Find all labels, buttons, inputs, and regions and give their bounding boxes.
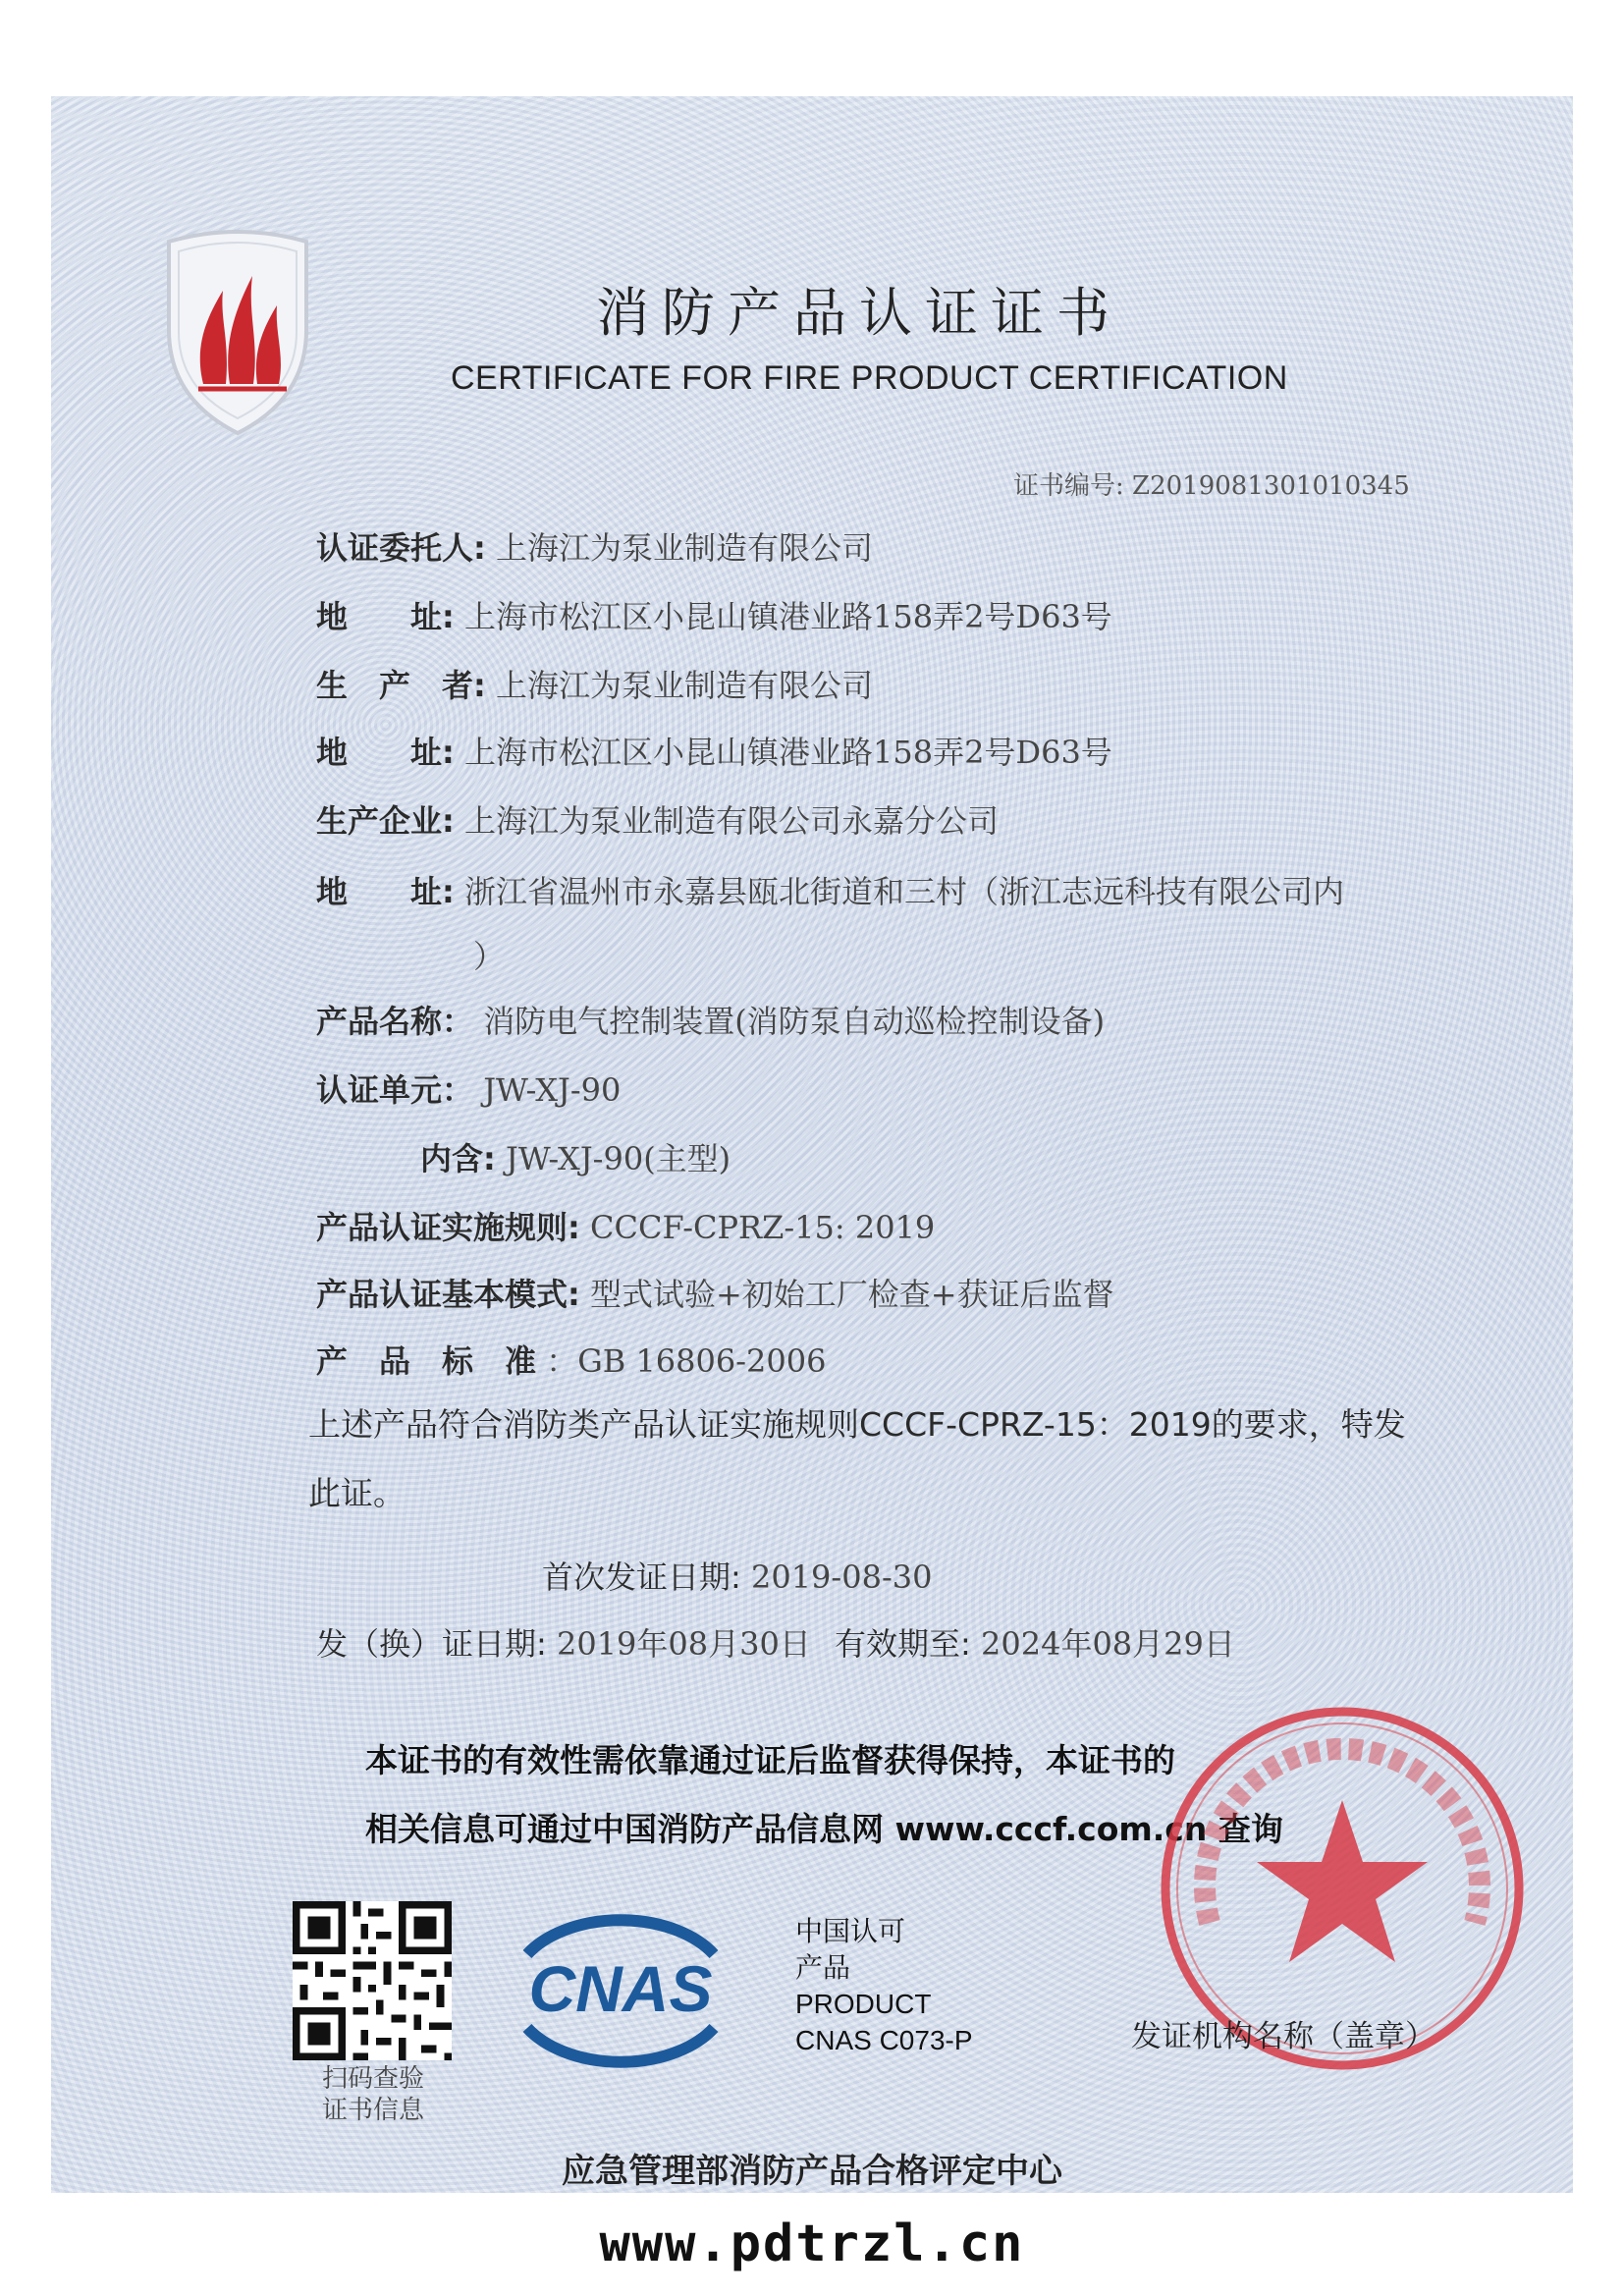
first-issue-value: 2019-08-30 [750,1558,933,1596]
field-client-address [316,597,1112,636]
issue-validity [316,1624,1235,1664]
field-factory-address-cont [473,937,505,976]
field-value: 上海江为泵业制造有限公司 [495,529,873,567]
valid-until-value: 2024年08月29日 [981,1625,1235,1663]
field-value: ） [473,938,506,975]
field-value: 上海江为泵业制造有限公司 [495,667,873,704]
qr-code-icon [293,1901,452,2060]
field-contains [420,1139,731,1178]
cnas-accreditation [795,1913,973,2058]
field-label: 认证单元： [316,1071,474,1109]
title-en: CERTIFICATE FOR FIRE PRODUCT CERTIFICATION [451,359,1288,397]
field-mode [316,1275,1114,1314]
field-label: 产品名称： [316,1003,474,1040]
field-factory-address [316,872,1344,911]
field-standard [316,1341,827,1381]
notice-line: 相关信息可通过中国消防产品信息网 www.cccf.com.cn 查询 [365,1810,1283,1848]
field-label: 地 址: [316,873,455,910]
certificate-number-value: Z2019081301010345 [1132,471,1410,501]
field-value: 消防电气控制装置(消防泵自动巡检控制设备) [483,1003,1106,1040]
field-label: 产品认证基本模式: [316,1276,580,1313]
field-label: 认证委托人: [316,529,486,567]
field-label: 内含: [420,1140,496,1177]
cnas-line: CNAS C073-P [795,2025,973,2055]
first-issue-date [542,1558,932,1597]
issue-date-label: 发（换）证日期: [316,1625,547,1663]
field-factory [316,801,999,841]
cnas-logo-text: CNAS [528,1952,713,2025]
field-label: 产品认证实施规则: [316,1209,580,1246]
issuing-organization: 应急管理部消防产品合格评定中心 [562,2152,1062,2191]
issue-date-value: 2019年08月30日 [556,1625,811,1663]
valid-until-label: 有效期至: [835,1625,971,1663]
certificate [51,96,1573,2193]
notice-line: 本证书的有效性需依靠通过证后监督获得保持，本证书的 [365,1741,1175,1779]
field-label: 生产企业: [316,802,455,840]
field-value: ：GB 16806-2006 [546,1342,827,1380]
field-label: 生 产 者: [316,667,486,704]
cnas-line: PRODUCT [795,1989,932,2019]
field-value: 上海江为泵业制造有限公司永嘉分公司 [463,802,999,840]
first-issue-label: 首次发证日期: [542,1558,741,1596]
field-producer [316,666,873,705]
cnas-line: 中国认可 [795,1916,906,1946]
field-value: 浙江省温州市永嘉县瓯北街道和三村（浙江志远科技有限公司内 [463,873,1344,910]
statement-line: 此证。 [308,1474,406,1512]
statement-line: 上述产品符合消防类产品认证实施规则CCCF-CPRZ-15：2019的要求，特发 [308,1405,1406,1444]
field-value: 型式试验+初始工厂检查+获证后监督 [589,1276,1114,1313]
field-label: 地 址: [316,734,455,771]
cnas-line: 产品 [795,1952,851,1983]
field-cert-unit [316,1070,621,1110]
field-value: CCCF-CPRZ-15: 2019 [589,1209,936,1246]
field-value: 上海市松江区小昆山镇港业路158弄2号D63号 [463,598,1112,635]
cnas-logo-icon [498,1895,743,2087]
field-value: 上海市松江区小昆山镇港业路158弄2号D63号 [463,734,1112,771]
field-label: 地 址: [316,598,455,635]
qr-caption-line: 扫码查验 [321,2064,424,2094]
certificate-number-label: 证书编号: [1013,471,1124,501]
field-label: 产 品 标 准 [316,1342,537,1380]
title-cn: 消防产品认证证书 [596,282,1122,344]
field-rule [316,1208,935,1247]
statement [308,1391,1447,1528]
source-watermark: www.pdtrzl.cn [599,2214,1025,2273]
qr-caption [314,2063,432,2126]
field-product-name [316,1002,1105,1041]
field-value: JW-XJ-90(主型) [505,1140,731,1177]
field-client [316,528,873,568]
field-producer-address [316,733,1112,772]
issuer-label: 发证机构名称（盖章） [1131,2019,1435,2054]
field-value: JW-XJ-90 [483,1071,622,1109]
qr-caption-line: 证书信息 [321,2096,424,2125]
fire-shield-logo-icon [149,222,326,440]
certificate-number [1013,465,1410,502]
